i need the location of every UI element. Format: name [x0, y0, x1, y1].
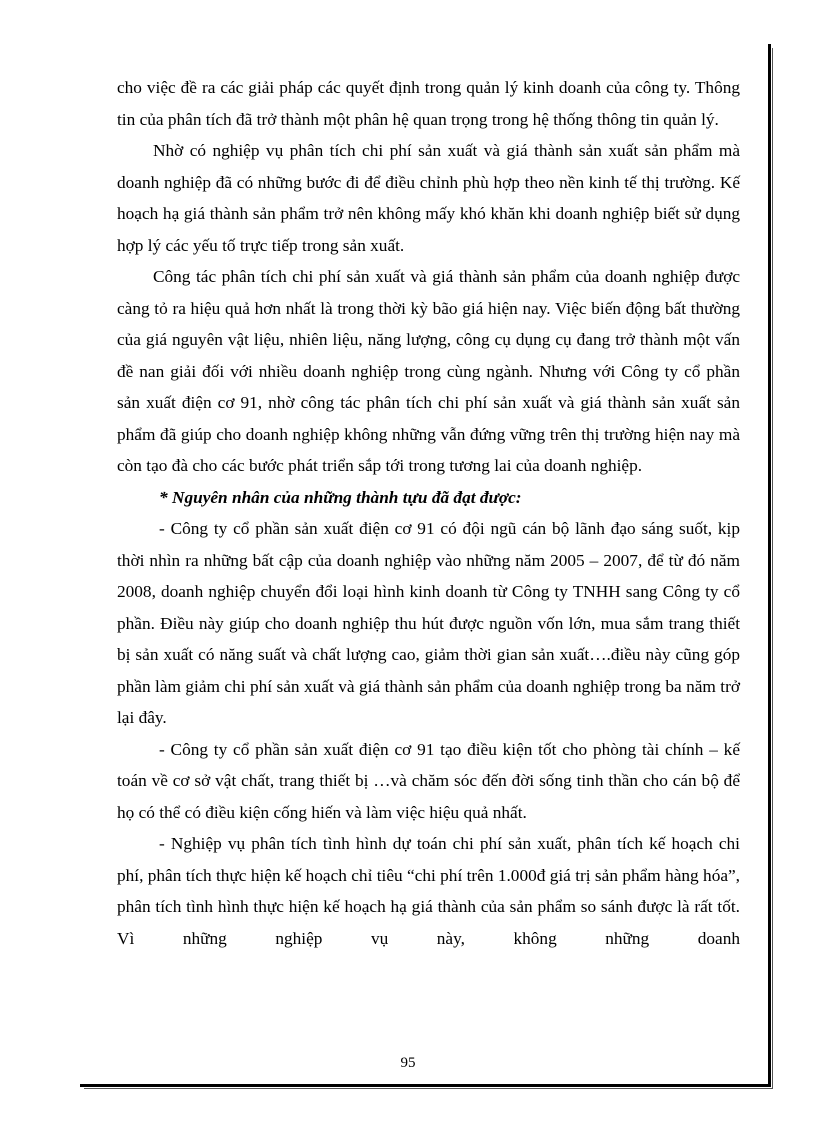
paragraph-body: Công tác phân tích chi phí sản xuất và giá thành sản phẩm của doanh nghiệp được càng tỏ ra hiệu quả hơn nhất là trong thời kỳ bão giá hiện nay. Việc biến động bất thường của giá nguyên vật liệu, nhiên liệu, năng lượng, công cụ dụng cụ đang trở thành một vấn đề nan giải đối với nhiều doanh nghiệp trong cùng ngành. Nhưng với Công ty cổ phần sản xuất điện cơ 91, nhờ công tác phân tích chi phí sản xuất và giá thành sản xuất sản phẩm đã giúp cho doanh nghiệp không những vẫn đứng vững trên thị trường hiện nay mà còn tạo đà cho các bước phát triển sắp tới trong tương lai của doanh nghiệp. [117, 267, 740, 475]
paragraph-bullet: - Nghiệp vụ phân tích tình hình dự toán chi phí sản xuất, phân tích kế hoạch chi phí, phân tích thực hiện kế hoạch chỉ tiêu “chi phí trên 1.000đ giá trị sản phẩm hàng hóa”, phân tích tình hình thực hiện kế hoạch hạ giá thành của sản phẩm so sánh được là rất tốt. Vì những nghiệp vụ này, không những doanh [117, 834, 740, 948]
paragraph-body: Nhờ có nghiệp vụ phân tích chi phí sản xuất và giá thành sản xuất sản phẩm mà doanh nghiệp đã có những bước đi để điều chỉnh phù hợp theo nền kinh tế thị trường. Kế hoạch hạ giá thành sản phẩm trở nên không mấy khó khăn khi doanh nghiệp biết sử dụng hợp lý các yếu tố trực tiếp trong sản xuất. [117, 141, 740, 255]
paragraph-continuation: cho việc đề ra các giải pháp các quyết định trong quản lý kinh doanh của công ty. Thông tin của phân tích đã trở thành một phân hệ quan trọng trong hệ thống thông tin quản lý. [117, 78, 740, 129]
paragraph-bullet: - Công ty cổ phần sản xuất điện cơ 91 có đội ngũ cán bộ lãnh đạo sáng suốt, kịp thời nhìn ra những bất cập của doanh nghiệp vào những năm 2005 – 2007, để từ đó năm 2008, doanh nghiệp chuyển đổi loại hình kinh doanh từ Công ty TNHH sang Công ty cổ phần. Điều này giúp cho doanh nghiệp thu hút được nguồn vốn lớn, mua sắm trang thiết bị sản xuất có năng suất và chất lượng cao, giảm thời gian sản xuất….điều này cũng góp phần làm giảm chi phí sản xuất và giá thành sản phẩm của doanh nghiệp trong ba năm trở lại đây. [117, 519, 740, 727]
page-number: 95 [400, 1055, 416, 1071]
section-heading: * Nguyên nhân của những thành tựu đã đạt được: [159, 487, 522, 507]
document-body [117, 72, 740, 954]
paragraph-bullet: - Công ty cổ phần sản xuất điện cơ 91 tạo điều kiện tốt cho phòng tài chính – kế toán về cơ sở vật chất, trang thiết bị …và chăm sóc đến đời sống tinh thần cho cán bộ để họ có thể có điều kiện cống hiến và làm việc hiệu quả nhất. [117, 739, 740, 822]
